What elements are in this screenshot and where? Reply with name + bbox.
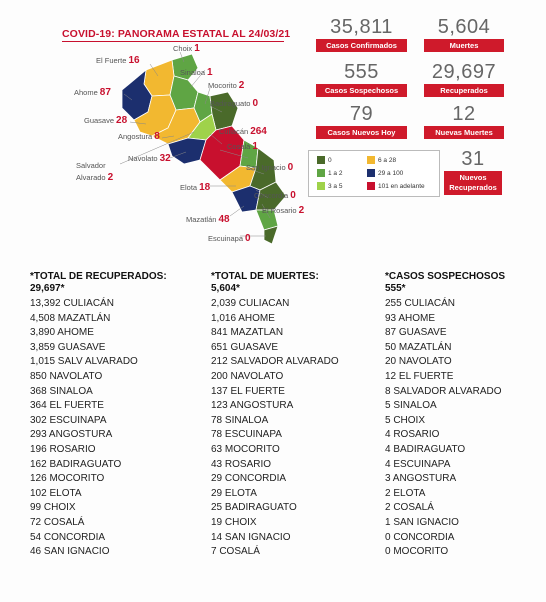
legend-item: 29 a 100: [367, 169, 403, 177]
list-item: 1 SAN IGNACIO: [385, 516, 459, 528]
list-item: 19 CHOIX: [211, 516, 257, 528]
legend-swatch: [317, 169, 325, 177]
map-label-el-fuerte: El Fuerte 16: [96, 55, 140, 66]
list-item: 841 MAZATLAN: [211, 327, 284, 339]
stat-value: 31: [461, 148, 485, 170]
map-label-mazatlan: Mazatlán 48: [186, 214, 230, 225]
list-header: *TOTAL DE MUERTES:: [211, 271, 319, 282]
map-label-salvador-alvarado: Salvador Alvarado 2: [76, 161, 114, 183]
map-label-san-ignacio: San Ignacio 0: [246, 162, 294, 173]
stat-value: 35,811: [330, 16, 393, 38]
map-label-culiacan: Culiacán 264: [219, 126, 267, 137]
stat-recuperados: [424, 61, 504, 97]
list-item: 302 ESCUINAPA: [30, 414, 107, 426]
legend-item: 1 a 2: [317, 169, 342, 177]
list-item: 78 SINALOA: [211, 414, 269, 426]
list-item: 1,015 SALV ALVARADO: [30, 356, 138, 368]
list-item: 63 MOCORITO: [211, 443, 280, 455]
stat-label: Muertes: [424, 39, 504, 52]
sospechosos-list: [385, 271, 505, 560]
legend-item: 3 a 5: [317, 182, 342, 190]
list-item: 8 SALVADOR ALVARADO: [385, 385, 502, 397]
list-item: 78 ESCUINAPA: [211, 429, 282, 441]
list-item: 364 EL FUERTE: [30, 400, 104, 412]
list-item: 162 BADIRAGUATO: [30, 458, 122, 470]
map-label-angostura: Angostura 8: [118, 131, 160, 142]
stat-value: 79: [349, 103, 374, 125]
list-item: 4 ESCUINAPA: [385, 458, 451, 470]
map-label-guasave: Guasave 28: [84, 115, 128, 126]
stat-value: 5,604: [437, 16, 491, 38]
list-item: 255 CULIACÁN: [385, 298, 456, 309]
list-item: 4,508 MAZATLÁN: [30, 312, 111, 324]
map-label-el-rosario: El Rosario 2: [262, 205, 305, 216]
list-item: 2,039 CULIACAN: [211, 298, 290, 309]
map-label-concordia: Concordia 0: [254, 190, 296, 201]
stat-value: 12: [452, 103, 476, 125]
list-total: 29,697*: [30, 283, 65, 294]
list-item: 102 ELOTA: [30, 487, 82, 499]
list-item: 137 EL FUERTE: [211, 385, 285, 397]
list-item: 4 BADIRAGUATO: [385, 443, 466, 455]
list-item: 3,890 AHOME: [30, 327, 94, 339]
legend-swatch: [317, 156, 325, 164]
stat-casos-nuevos-hoy: [316, 103, 407, 139]
list-item: 2 COSALÁ: [385, 502, 434, 514]
map-legend: [308, 150, 440, 197]
list-total: 5,604*: [211, 283, 240, 294]
list-item: 87 GUASAVE: [385, 327, 447, 339]
map-label-ahome: Ahome 87: [74, 87, 111, 98]
list-item: 72 COSALÁ: [30, 516, 85, 528]
map-label-sinaloa: Sinaloa 1: [180, 67, 213, 78]
stat-label: Casos Nuevos Hoy: [316, 126, 407, 139]
list-item: 54 CONCORDIA: [30, 531, 106, 543]
stat-label: Recuperados: [424, 84, 504, 97]
list-item: 7 COSALÁ: [211, 546, 260, 558]
legend-swatch: [367, 182, 375, 190]
stat-nuevas-muertes: [424, 103, 504, 139]
legend-swatch: [367, 169, 375, 177]
muertes-list: [211, 271, 339, 560]
stat-casos-confirmados: [316, 16, 407, 52]
list-item: 29 CONCORDIA: [211, 473, 287, 485]
list-header: *TOTAL DE RECUPERADOS:: [30, 271, 167, 282]
map-label-choix: Choix 1: [173, 43, 200, 54]
list-item: 123 ANGOSTURA: [211, 400, 294, 412]
list-item: 368 SINALOA: [30, 385, 93, 397]
list-item: 293 ANGOSTURA: [30, 429, 113, 441]
list-item: 212 SALVADOR ALVARADO: [211, 356, 339, 368]
list-item: 50 MAZATLÁN: [385, 341, 452, 353]
legend-swatch: [317, 182, 325, 190]
list-item: 12 EL FUERTE: [385, 370, 454, 382]
legend-swatch: [367, 156, 375, 164]
list-item: 200 NAVOLATO: [211, 370, 284, 382]
stat-label: Casos Confirmados: [316, 39, 407, 52]
map-label-navolato: Navolato 32: [128, 153, 171, 164]
page-title: COVID-19: PANORAMA ESTATAL AL 24/03/21: [62, 28, 291, 40]
list-item: 43 ROSARIO: [211, 458, 272, 470]
stat-muertes: [424, 16, 504, 52]
stat-value: 555: [344, 61, 379, 83]
list-item: 0 CONCORDIA: [385, 531, 455, 543]
stat-label: Casos Sospechosos: [316, 84, 407, 97]
list-item: 13,392 CULIACÁN: [30, 298, 114, 309]
list-item: 14 SAN IGNACIO: [211, 531, 291, 543]
map-label-elota: Elota 18: [180, 182, 211, 193]
list-item: 0 MOCORITO: [385, 546, 449, 558]
map-label-cosala: Cosalá 1: [227, 141, 258, 152]
list-item: 99 CHOIX: [30, 502, 76, 514]
list-item: 5 CHOIX: [385, 414, 426, 426]
legend-item: 101 en adelante: [367, 182, 425, 190]
stat-nuevos-recuperados: [444, 148, 502, 195]
map-label-badiraguato: Badiraguato 0: [210, 98, 259, 109]
list-header: *CASOS SOSPECHOSOS: [385, 271, 506, 282]
list-item: 3,859 GUASAVE: [30, 341, 106, 353]
list-item: 25 BADIRAGUATO: [211, 502, 297, 514]
list-item: 3 ANGOSTURA: [385, 473, 457, 485]
legend-item: 0: [317, 156, 332, 164]
stat-label: Nuevos Recuperados: [444, 171, 502, 195]
stat-casos-sospechosos: [316, 61, 407, 97]
list-item: 196 ROSARIO: [30, 443, 96, 455]
list-item: 29 ELOTA: [211, 487, 257, 499]
recuperados-list: [30, 271, 167, 560]
list-item: 850 NAVOLATO: [30, 370, 103, 382]
list-item: 651 GUASAVE: [211, 341, 279, 353]
map-label-escuinapa: Escuinapa 0: [208, 233, 251, 244]
list-item: 126 MOCORITO: [30, 473, 105, 485]
list-item: 46 SAN IGNACIO: [30, 546, 110, 558]
list-item: 4 ROSARIO: [385, 429, 440, 441]
legend-item: 6 a 28: [367, 156, 396, 164]
list-total: 555*: [385, 283, 406, 294]
list-item: 20 NAVOLATO: [385, 356, 452, 368]
stat-value: 29,697: [431, 61, 497, 83]
list-item: 2 ELOTA: [385, 487, 426, 499]
map-label-mocorito: Mocorito 2: [208, 80, 245, 91]
list-item: 93 AHOME: [385, 312, 436, 324]
list-item: 1,016 AHOME: [211, 312, 275, 324]
stat-label: Nuevas Muertes: [424, 126, 504, 139]
list-item: 5 SINALOA: [385, 400, 437, 412]
